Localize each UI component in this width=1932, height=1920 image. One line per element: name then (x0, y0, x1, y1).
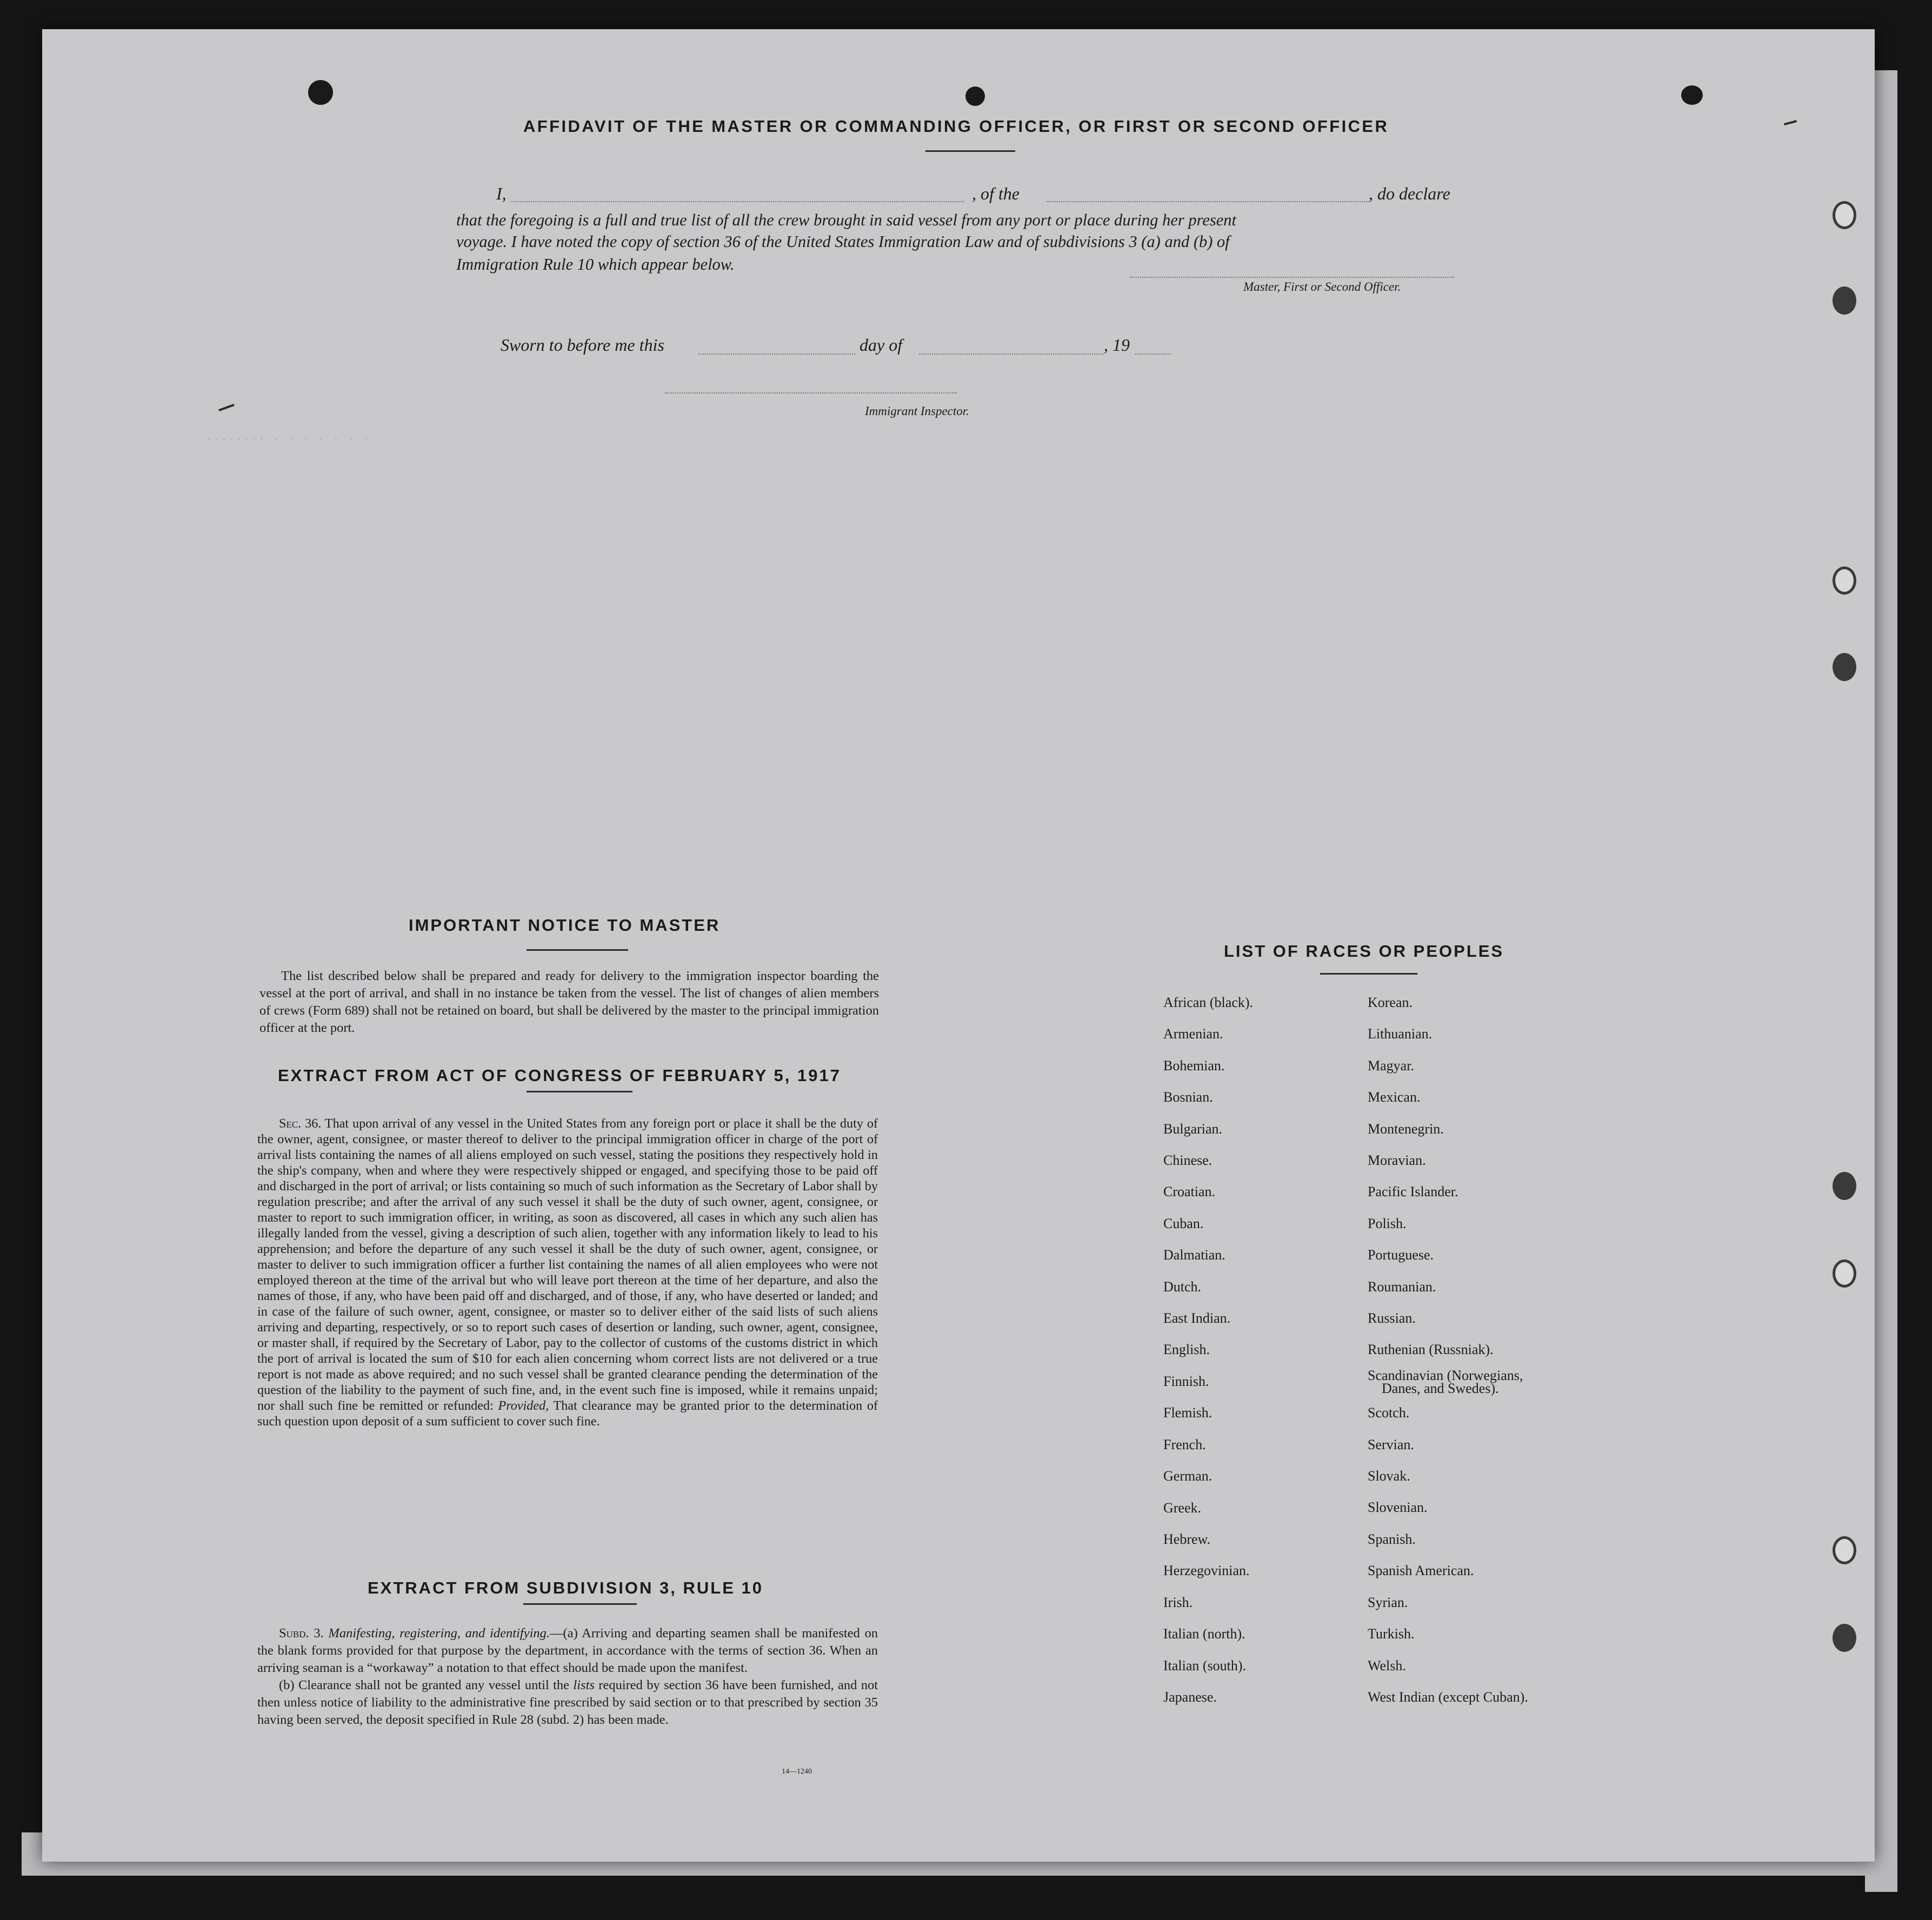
race-item: Scotch. (1368, 1405, 1410, 1421)
binder-ring (1833, 1172, 1856, 1200)
rule10-subd-label: Subd. 3. (279, 1626, 324, 1641)
notice-underline (527, 949, 628, 951)
race-item: Polish. (1368, 1215, 1407, 1231)
punch-hole (1681, 85, 1703, 105)
notice-text (259, 968, 879, 1037)
act-provided-text: That clearance may be granted prior to the determination of such question upon deposit of a sum sufficient to cover such fine. (257, 1398, 878, 1429)
race-item: Bulgarian. (1163, 1121, 1223, 1137)
race-item: Ruthenian (Russniak). (1368, 1342, 1494, 1358)
race-item: Slovak. (1368, 1468, 1410, 1484)
year-label: , 19 (1104, 335, 1130, 355)
act-provided-label: Provided, (498, 1398, 549, 1413)
sworn-month-field[interactable] (919, 354, 1104, 355)
rule10-b-text-2: required by section 36 have been furnished, and not then unless notice of liability to the administrative fine prescribed by said section or to that prescribed by section 35 having been served, the deposit specified in Rule 28 (subd. 2) has been made. (257, 1678, 878, 1727)
race-item: Slovenian. (1368, 1499, 1428, 1516)
rule10-b-text-1: Clearance shall not be granted any vessel until the (298, 1678, 570, 1692)
sworn-year-field[interactable] (1135, 354, 1171, 355)
act-title: EXTRACT FROM ACT OF CONGRESS OF FEBRUARY 5, 1917 (278, 1066, 841, 1085)
inspector-label: Immigrant Inspector. (865, 404, 969, 418)
race-item: Armenian. (1163, 1026, 1223, 1042)
race-item: Roumanian. (1368, 1278, 1436, 1295)
punch-hole (308, 80, 333, 105)
sworn-day-field[interactable] (698, 354, 855, 355)
race-item: Italian (south). (1163, 1657, 1247, 1674)
act-section-label: Sec. 36. (279, 1116, 322, 1131)
race-item: Korean. (1368, 995, 1413, 1010)
races-title: LIST OF RACES OR PEOPLES (1224, 942, 1504, 961)
inspector-signature-field[interactable] (665, 392, 957, 394)
punch-hole (965, 86, 985, 106)
race-item: Croatian. (1163, 1184, 1216, 1200)
race-item: Magyar. (1368, 1057, 1414, 1074)
race-item: Flemish. (1163, 1405, 1213, 1421)
affidavit-body-line2: voyage. I have noted the copy of section 36 of the United States Immigration Law and of subdivisions 3 (a) and (b) of (456, 232, 1230, 251)
affidavit-title: AFFIDAVIT OF THE MASTER OR COMMANDING OFFICER, OR FIRST OR SECOND OFFICER (523, 117, 1389, 136)
signature-label: Master, First or Second Officer. (1243, 280, 1401, 294)
notice-paragraph: The list described below shall be prepared and ready for delivery to the immigration inspector boarding the vessel at the port of arrival, and shall in no instance be taken from the vessel. The list of changes of alien members of crews (Form 689) shall not be retained on board, but shall be delivered by the master to the principal immigration officer at the port. (259, 969, 879, 1035)
race-item: Turkish. (1368, 1626, 1415, 1642)
race-item: Montenegrin. (1368, 1121, 1444, 1137)
rule10-subd-title: Manifesting, registering, and identifying. (328, 1626, 550, 1641)
title-underline (925, 150, 1015, 152)
race-item: Hebrew. (1163, 1531, 1211, 1547)
binder-ring (1833, 566, 1856, 595)
affidavit-body-line3: Immigration Rule 10 which appear below. (456, 255, 735, 274)
rule10-a-text: Arriving and departing seamen shall be manifested on the blank forms provided for that purpose by the department, in accordance with the terms of section 36. When an arriving seaman is a “workaway” a notation to that effect should be made upon the manifest. (257, 1626, 878, 1675)
rule10-underline (523, 1603, 637, 1605)
race-item: Chinese. (1163, 1152, 1213, 1169)
signature-field[interactable] (1130, 277, 1454, 278)
affidavit-i-label: I, (496, 184, 507, 203)
races-column-1 (1163, 987, 1253, 1713)
sworn-label: Sworn to before me this (501, 335, 664, 355)
race-item: East Indian. (1163, 1310, 1231, 1326)
affidavit-body-line1: that the foregoing is a full and true list of all the crew brought in said vessel from any port or place during her present (456, 211, 1237, 229)
race-item: Spanish. (1368, 1531, 1416, 1547)
race-item: Syrian. (1368, 1594, 1408, 1610)
race-item: Pacific Islander. (1368, 1184, 1458, 1200)
race-item: Moravian. (1368, 1152, 1426, 1169)
rule10-b-lists: lists (573, 1678, 595, 1692)
race-item: African (black). (1163, 995, 1254, 1010)
race-item: Bosnian. (1163, 1089, 1213, 1105)
race-item: Bohemian. (1163, 1057, 1225, 1074)
race-item: Scandinavian (Norwegians, Danes, and Swedes). (1368, 1367, 1523, 1396)
race-item: Portuguese. (1368, 1247, 1434, 1263)
document-page (42, 29, 1875, 1862)
race-item: West Indian (except Cuban). (1368, 1689, 1528, 1705)
binder-ring (1833, 1259, 1856, 1288)
race-item: Japanese. (1163, 1689, 1217, 1705)
race-item: Finnish. (1163, 1373, 1209, 1389)
rule10-b-label: (b) (279, 1678, 295, 1692)
bleed-through: ········ · · · · · · · (205, 432, 370, 446)
notice-title: IMPORTANT NOTICE TO MASTER (409, 916, 721, 935)
races-column-2 (1368, 987, 1528, 1713)
race-item: Russian. (1368, 1310, 1416, 1326)
affidavit-of-the-label: , of the (972, 184, 1020, 203)
race-item: Dutch. (1163, 1278, 1202, 1295)
binder-ring (1833, 201, 1856, 229)
binder-ring (1833, 1536, 1856, 1564)
race-item: Welsh. (1368, 1657, 1406, 1674)
act-text (257, 1116, 878, 1429)
race-item: Irish. (1163, 1594, 1193, 1610)
act-section-text: That upon arrival of any vessel in the United States from any foreign port or place it shall be the duty of the owner, agent, consignee, or master thereof to deliver to the principal immigration officer in charge of the port of arrival lists containing the names of all aliens employed on such vessel, stating the positions they respectively hold in the ship's company, when and where they were respectively shipped or engaged, and specifying those to be paid off and discharged in the port of arrival; or lists containing so much of such information as the Secretary of Labor shall by regulation prescribe; and after the arrival of any such vessel it shall be the duty of such owner, agent, consignee, or master to report to such immigration officer, in writing, as soon as discovered, all cases in which any such alien has illegally landed from the vessel, giving a description of such alien, together with any information likely to lead to his apprehension; and before the departure of any such vessel it shall be the duty of such owner, agent, consignee, or master to deliver to such immigration officer a further list containing the names of all alien employees who were not employed thereon at the time of the arrival but who will leave port thereon at the time of her departure, and also the names of those, if any, who have been paid off and discharged, and of those, if any, who have deserted or landed; and in case of the failure of such owner, agent, consignee, or master so to deliver either of the said lists of such aliens arriving and departing, respectively, or so to report such cases of desertion or landing, such owner, agent, consignee, or master shall, if required by the Secretary of Labor, pay to the collector of customs of the customs district in which the port of arrival is located the sum of $10 for each alien concerning whom correct lists are not delivered or a true report is not made as above required; and no such vessel shall be granted clearance pending the determination of the question of the liability to the payment of such fine, and, in the event such fine is imposed, while it remains unpaid; nor shall such fine be remitted or refunded: (257, 1116, 878, 1413)
race-item: Herzegovinian. (1163, 1563, 1250, 1579)
day-of-label: day of (860, 335, 903, 355)
rule10-text (257, 1625, 878, 1729)
races-underline (1320, 973, 1417, 975)
race-item: Lithuanian. (1368, 1026, 1433, 1042)
form-number: 14—1240 (782, 1768, 812, 1776)
race-item: Greek. (1163, 1499, 1202, 1516)
race-item: Italian (north). (1163, 1626, 1245, 1642)
binder-ring (1833, 653, 1856, 681)
race-item: Mexican. (1368, 1089, 1421, 1105)
affidavit-declare-label: , do declare (1369, 184, 1450, 203)
rule10-title: EXTRACT FROM SUBDIVISION 3, RULE 10 (368, 1578, 763, 1597)
binder-ring (1833, 286, 1856, 315)
race-item: German. (1163, 1468, 1213, 1484)
binder-ring (1833, 1624, 1856, 1652)
rule10-a-label: —(a) (550, 1626, 578, 1641)
race-item: Spanish American. (1368, 1563, 1474, 1579)
race-item: Dalmatian. (1163, 1247, 1225, 1263)
race-item: Servian. (1368, 1436, 1414, 1452)
vessel-field[interactable] (1047, 201, 1369, 202)
name-field[interactable] (511, 201, 964, 202)
act-underline (527, 1091, 632, 1092)
race-item: French. (1163, 1436, 1206, 1452)
race-item: English. (1163, 1342, 1210, 1358)
race-item: Cuban. (1163, 1215, 1204, 1231)
